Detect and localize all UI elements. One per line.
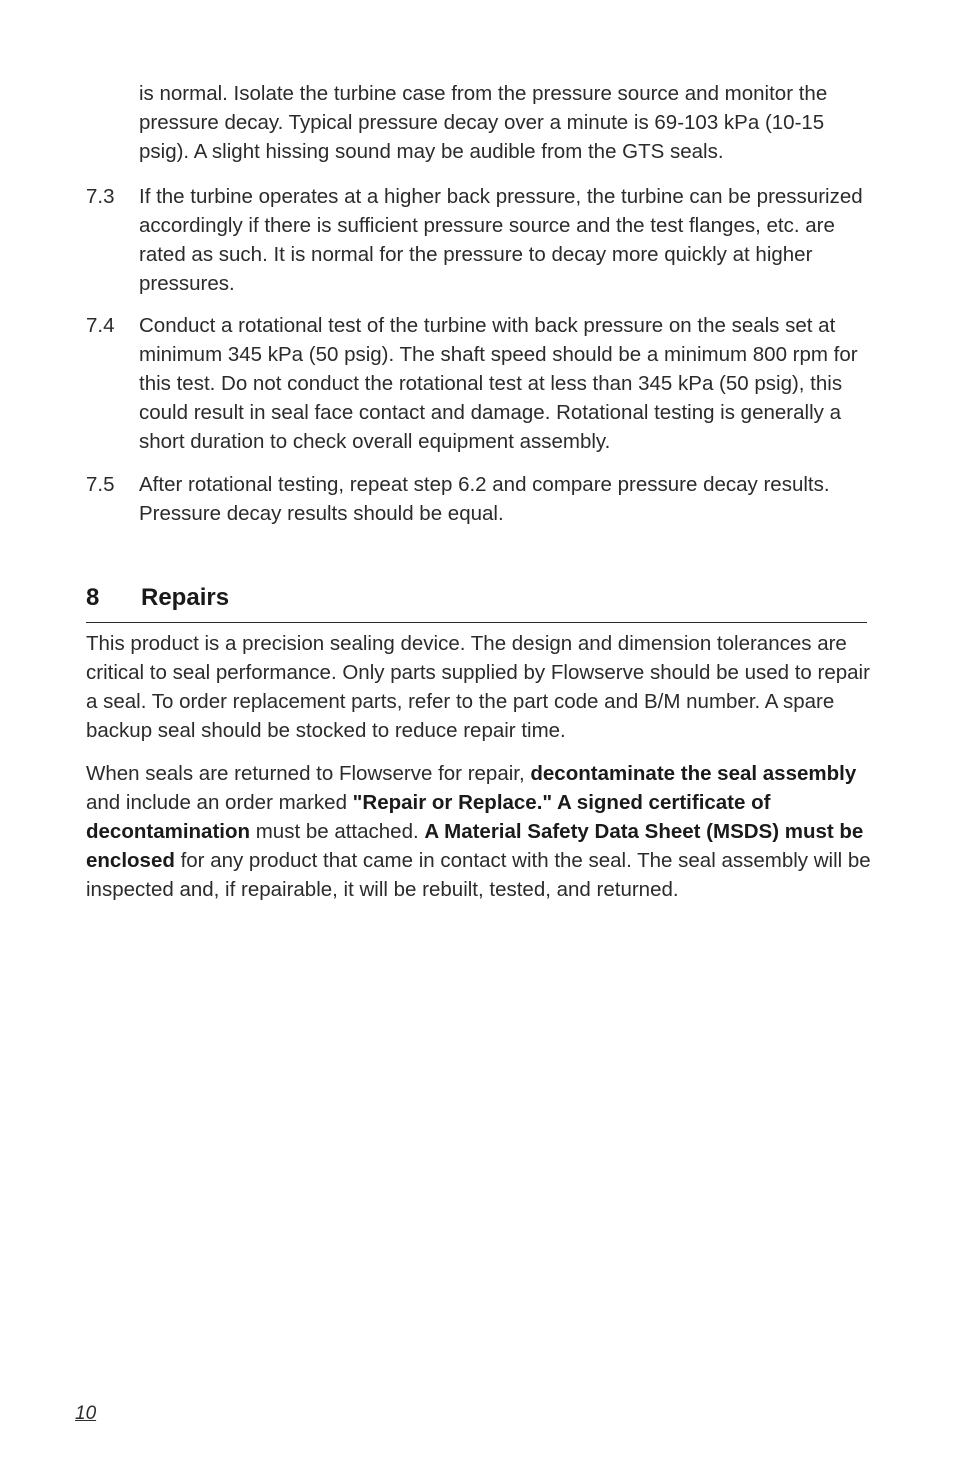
repairs-paragraph-1: This product is a precision sealing device. The design and dimension tolerances are critical to seal performance. Only parts supplied by Flowserve should be used to repair a seal. To order replacement parts, refer to the part code and B/M number. A spare backup seal should be stocked to reduce repair time. bbox=[86, 632, 870, 742]
bold-run: A Material Safety Data Sheet (MSDS) must be enclosed bbox=[86, 819, 864, 872]
continued-paragraph: is normal. Isolate the turbine case from the pressure source and monitor the pressure decay. Typical pressure decay over a minute is 69-103 kPa (10-15 psig). A slight hissing sound may be audible from the GTS seals. bbox=[139, 82, 828, 163]
page-number: 10 bbox=[75, 1403, 97, 1424]
step-text: Conduct a rotational test of the turbine with back pressure on the seals set at minimum 345 kPa (50 psig). The shaft speed should be a minimum 800 rpm for this test. Do not conduct the rotational test at less than 345 kPa (50 psig), this could result in seal face contact and damage. Rotational testing is generally a short duration to check overall equipment assembly. bbox=[139, 314, 858, 453]
section-title: Repairs bbox=[141, 584, 230, 611]
text-run: and include an order marked bbox=[86, 790, 353, 814]
text-run: When seals are returned to Flowserve for repair, bbox=[86, 762, 531, 785]
repairs-paragraph-2 bbox=[86, 760, 876, 905]
text-run: for any product that came in contact with the seal. The seal assembly will be inspected and, if repairable, it will be rebuilt, tested, and returned. bbox=[86, 848, 871, 901]
step-number: 7.3 bbox=[86, 185, 115, 208]
section-number: 8 bbox=[86, 584, 100, 611]
bold-run: decontaminate the seal assembly bbox=[530, 762, 857, 785]
step-number: 7.4 bbox=[86, 314, 115, 337]
bold-run: "Repair or Replace." A signed certificate of decontamination bbox=[86, 790, 771, 843]
section-heading bbox=[86, 582, 867, 623]
text-run: must be attached. bbox=[250, 819, 425, 843]
step-7-5 bbox=[86, 471, 886, 529]
step-7-3 bbox=[86, 183, 886, 299]
step-text: If the turbine operates at a higher back pressure, the turbine can be pressurized accordingly if there is sufficient pressure source and the test flanges, etc. are rated as such. It is normal for the pressure to decay more quickly at higher pressures. bbox=[139, 185, 863, 295]
step-text: After rotational testing, repeat step 6.2 and compare pressure decay results. Pressure decay results should be equal. bbox=[139, 473, 830, 525]
step-7-4 bbox=[86, 312, 886, 457]
step-number: 7.5 bbox=[86, 473, 115, 496]
